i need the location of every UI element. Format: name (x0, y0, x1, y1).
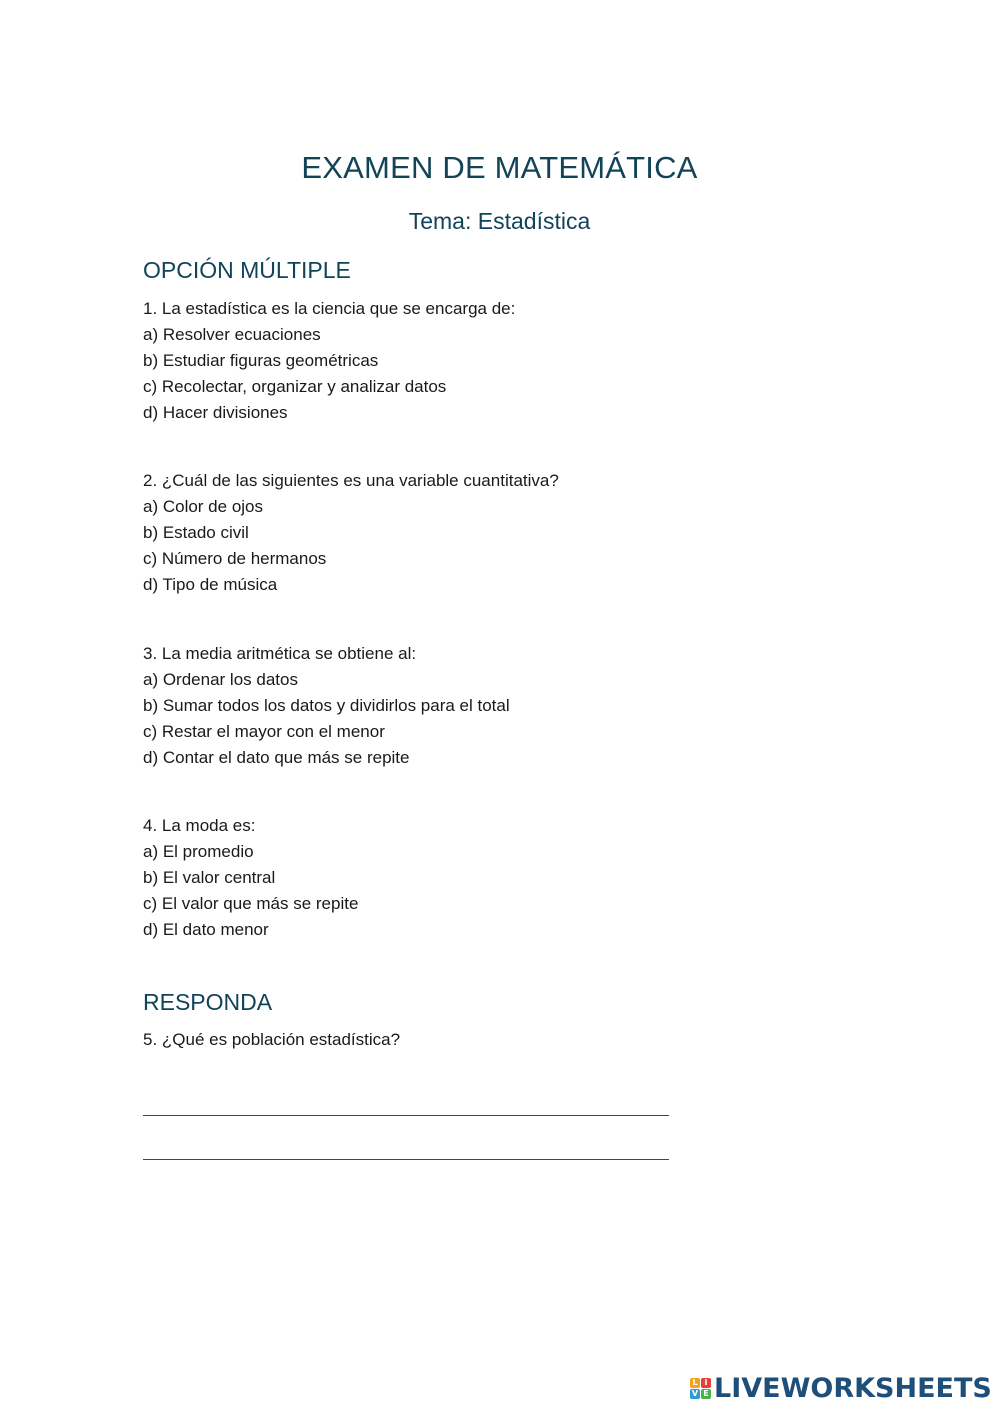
answer-line-1[interactable] (143, 1115, 669, 1116)
answer-option[interactable]: b) Estado civil (143, 523, 249, 542)
question-1 (143, 296, 515, 426)
answer-option[interactable]: a) Ordenar los datos (143, 670, 298, 689)
answer-option[interactable]: a) Color de ojos (143, 497, 264, 516)
question-text: 1. La estadística es la ciencia que se encarga de: (143, 299, 516, 318)
brand-watermark (690, 1373, 992, 1403)
liveworksheets-logo-icon (690, 1378, 711, 1399)
brand-name: LIVEWORKSHEETS (714, 1372, 992, 1404)
answer-option[interactable]: a) El promedio (143, 842, 254, 861)
question-2 (143, 468, 559, 598)
answer-option[interactable]: c) Restar el mayor con el menor (143, 722, 385, 741)
answer-option[interactable]: b) El valor central (143, 868, 276, 887)
page-subtitle: Tema: Estadística (408, 208, 591, 234)
answer-option[interactable]: d) Tipo de música (143, 575, 278, 594)
question-4 (143, 813, 358, 943)
page-title: EXAMEN DE MATEMÁTICA (301, 150, 698, 185)
answer-option[interactable]: c) Número de hermanos (143, 549, 327, 568)
logo-letter-v: V (691, 1388, 699, 1398)
answer-option[interactable]: b) Estudiar figuras geométricas (143, 351, 379, 370)
section-heading-open-response: RESPONDA (143, 989, 273, 1015)
answer-line-2[interactable] (143, 1159, 669, 1160)
question-text: 4. La moda es: (143, 816, 256, 835)
logo-letter-e: E (701, 1389, 711, 1399)
section-heading-multiple-choice: OPCIÓN MÚLTIPLE (143, 257, 351, 283)
answer-option[interactable]: b) Sumar todos los datos y dividirlos para el total (143, 696, 510, 715)
answer-option[interactable]: c) El valor que más se repite (143, 894, 359, 913)
logo-letter-i: I (701, 1378, 711, 1388)
answer-option[interactable]: d) El dato menor (143, 920, 269, 939)
question-text: 3. La media aritmética se obtiene al: (143, 644, 417, 663)
question-3 (143, 641, 510, 771)
question-text: 2. ¿Cuál de las siguientes es una variable cuantitativa? (143, 471, 559, 490)
answer-option[interactable]: d) Hacer divisiones (143, 403, 288, 422)
answer-option[interactable]: c) Recolectar, organizar y analizar datos (143, 377, 447, 396)
answer-option[interactable]: a) Resolver ecuaciones (143, 325, 321, 344)
question-5 (143, 1027, 400, 1053)
logo-letter-l: L (690, 1378, 700, 1388)
answer-option[interactable]: d) Contar el dato que más se repite (143, 748, 410, 767)
question-text: 5. ¿Qué es población estadística? (143, 1030, 401, 1049)
